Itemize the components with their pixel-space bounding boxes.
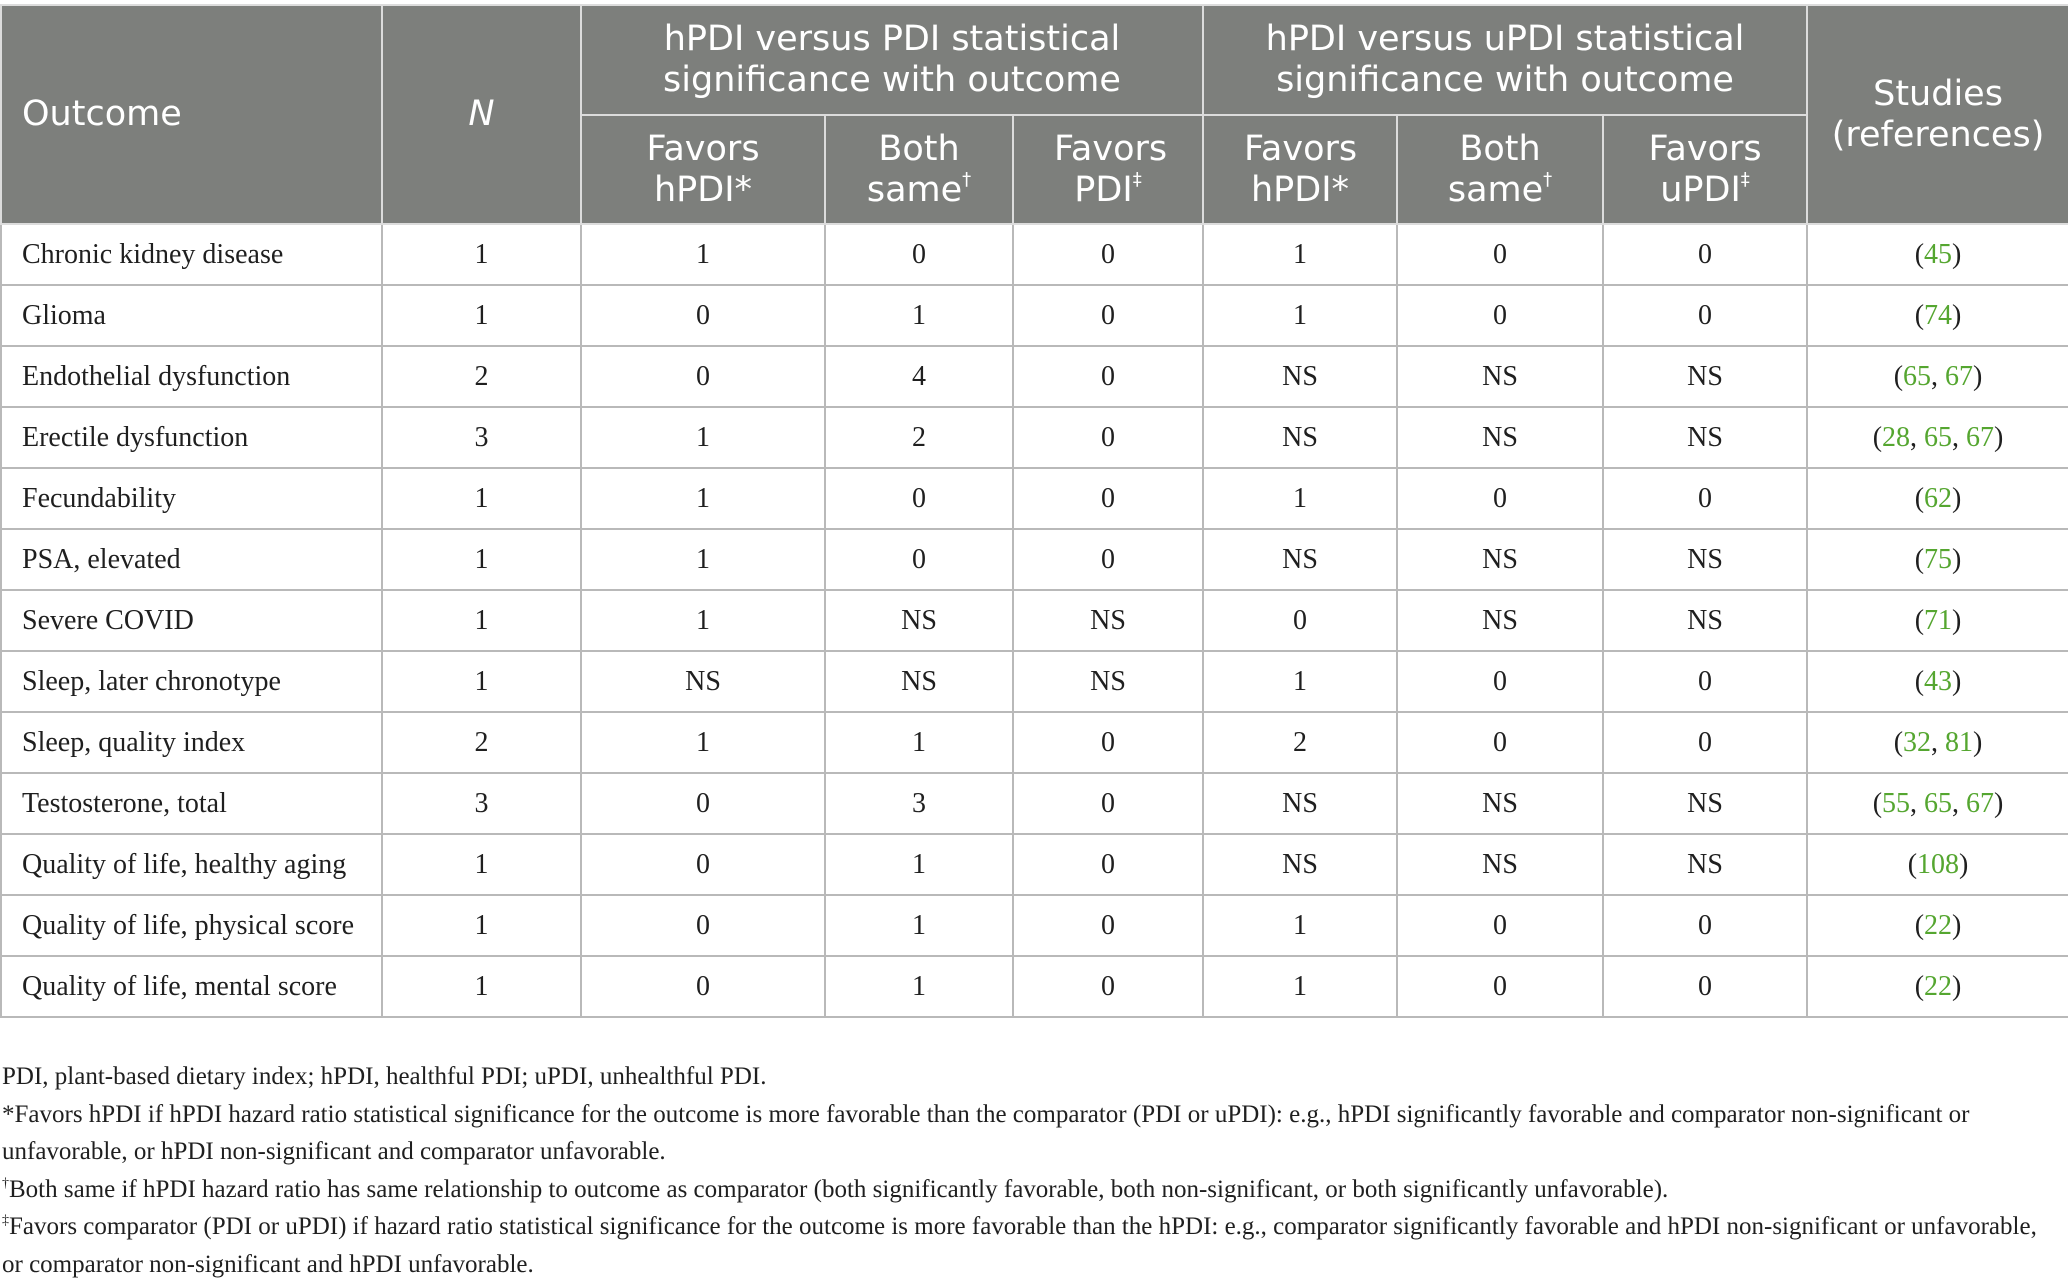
reference-link[interactable]: 28	[1882, 421, 1911, 453]
cell-pdi-favors-hpdi: 0	[581, 834, 825, 895]
cell-updi-favors-updi: NS	[1603, 529, 1807, 590]
cell-pdi-both-same: 1	[825, 834, 1013, 895]
cell-pdi-favors-pdi: 0	[1013, 224, 1203, 285]
cell-pdi-favors-pdi: 0	[1013, 773, 1203, 834]
cell-updi-both-same: 0	[1397, 712, 1603, 773]
reference-link[interactable]: 71	[1924, 604, 1953, 636]
reference-link[interactable]: 81	[1945, 726, 1974, 758]
cell-studies: (108)	[1807, 834, 2068, 895]
cell-pdi-favors-hpdi: 0	[581, 895, 825, 956]
cell-pdi-favors-pdi: 0	[1013, 529, 1203, 590]
cell-pdi-both-same: 3	[825, 773, 1013, 834]
reference-link[interactable]: 55	[1882, 787, 1911, 819]
cell-outcome: PSA, elevated	[1, 529, 382, 590]
footnote-dagger	[2, 1171, 2042, 1209]
cell-pdi-both-same: 0	[825, 224, 1013, 285]
cell-updi-favors-updi: 0	[1603, 956, 1807, 1017]
cell-studies: (28, 65, 67)	[1807, 407, 2068, 468]
table-row	[1, 651, 2068, 712]
cell-n: 1	[382, 468, 581, 529]
cell-pdi-both-same: 1	[825, 712, 1013, 773]
ddagger-mark: ‡	[2, 1213, 9, 1228]
cell-updi-favors-updi: 0	[1603, 712, 1807, 773]
reference-link[interactable]: 22	[1924, 909, 1953, 941]
cell-updi-favors-updi: 0	[1603, 895, 1807, 956]
reference-link[interactable]: 62	[1924, 482, 1953, 514]
cell-pdi-favors-hpdi: 0	[581, 346, 825, 407]
cell-outcome: Quality of life, healthy aging	[1, 834, 382, 895]
cell-pdi-favors-hpdi: NS	[581, 651, 825, 712]
cell-updi-favors-hpdi: 0	[1203, 590, 1397, 651]
cell-outcome: Quality of life, physical score	[1, 895, 382, 956]
table-row	[1, 590, 2068, 651]
header-studies: Studies (references)	[1807, 5, 2068, 224]
cell-pdi-favors-hpdi: 0	[581, 285, 825, 346]
header-group-updi: hPDI versus uPDI statistical significance with outcome	[1203, 5, 1807, 115]
cell-n: 1	[382, 590, 581, 651]
cell-pdi-favors-pdi: 0	[1013, 407, 1203, 468]
reference-link[interactable]: 67	[1966, 787, 1995, 819]
cell-updi-both-same: NS	[1397, 834, 1603, 895]
cell-n: 2	[382, 346, 581, 407]
cell-updi-favors-hpdi: 1	[1203, 285, 1397, 346]
cell-pdi-favors-pdi: 0	[1013, 895, 1203, 956]
header-favors-hpdi-pdi	[581, 115, 825, 224]
cell-updi-favors-hpdi: NS	[1203, 834, 1397, 895]
cell-outcome: Sleep, later chronotype	[1, 651, 382, 712]
table-row	[1, 346, 2068, 407]
cell-updi-favors-hpdi: NS	[1203, 773, 1397, 834]
cell-outcome: Testosterone, total	[1, 773, 382, 834]
dagger-mark: †	[1543, 168, 1553, 190]
cell-n: 3	[382, 407, 581, 468]
cell-updi-both-same: 0	[1397, 468, 1603, 529]
reference-link[interactable]: 65	[1924, 787, 1953, 819]
cell-updi-favors-updi: NS	[1603, 834, 1807, 895]
results-table	[0, 4, 2068, 1018]
cell-n: 1	[382, 529, 581, 590]
cell-pdi-favors-pdi: 0	[1013, 956, 1203, 1017]
cell-updi-favors-hpdi: NS	[1203, 529, 1397, 590]
ddagger-mark: ‡	[1740, 168, 1750, 190]
cell-updi-favors-updi: 0	[1603, 224, 1807, 285]
cell-updi-favors-hpdi: 1	[1203, 895, 1397, 956]
footnote-dagger-text: Both same if hPDI hazard ratio has same relationship to outcome as comparator (both significantly favorable, both non-significant, or both significantly unfavorable).	[9, 1175, 1669, 1203]
cell-studies: (22)	[1807, 895, 2068, 956]
table-row	[1, 468, 2068, 529]
header-favors-hpdi-label: Favors hPDI*	[1244, 128, 1358, 210]
cell-updi-favors-hpdi: NS	[1203, 407, 1397, 468]
cell-pdi-favors-hpdi: 0	[581, 956, 825, 1017]
footnote-star: *Favors hPDI if hPDI hazard ratio statistical significance for the outcome is more favorable than the comparator (PDI or uPDI): e.g., hPDI significantly favorable and comparator non-significant or unfavorable, or hPDI non-significant and comparator unfavorable.	[2, 1100, 1970, 1165]
cell-updi-favors-updi: 0	[1603, 285, 1807, 346]
cell-pdi-both-same: 2	[825, 407, 1013, 468]
table-row	[1, 407, 2068, 468]
cell-pdi-favors-pdi: 0	[1013, 285, 1203, 346]
cell-pdi-favors-hpdi: 1	[581, 407, 825, 468]
reference-link[interactable]: 75	[1924, 543, 1953, 575]
table-row	[1, 895, 2068, 956]
cell-pdi-both-same: NS	[825, 651, 1013, 712]
cell-updi-favors-hpdi: 1	[1203, 468, 1397, 529]
cell-updi-favors-hpdi: 1	[1203, 651, 1397, 712]
cell-pdi-favors-pdi: NS	[1013, 590, 1203, 651]
cell-pdi-favors-pdi: 0	[1013, 346, 1203, 407]
cell-outcome: Fecundability	[1, 468, 382, 529]
cell-pdi-both-same: 1	[825, 895, 1013, 956]
cell-pdi-favors-hpdi: 1	[581, 468, 825, 529]
cell-pdi-favors-hpdi: 1	[581, 224, 825, 285]
cell-studies: (62)	[1807, 468, 2068, 529]
footnotes	[2, 1058, 2042, 1283]
cell-updi-both-same: 0	[1397, 956, 1603, 1017]
cell-outcome: Erectile dysfunction	[1, 407, 382, 468]
table-row	[1, 285, 2068, 346]
header-outcome: Outcome	[1, 5, 382, 224]
header-favors-hpdi-label: Favors hPDI*	[646, 128, 760, 210]
cell-n: 1	[382, 895, 581, 956]
cell-updi-both-same: 0	[1397, 285, 1603, 346]
reference-link[interactable]: 65	[1903, 360, 1932, 392]
cell-updi-both-same: NS	[1397, 590, 1603, 651]
header-favors-pdi	[1013, 115, 1203, 224]
cell-studies: (71)	[1807, 590, 2068, 651]
cell-studies: (74)	[1807, 285, 2068, 346]
reference-link[interactable]: 45	[1924, 238, 1953, 270]
cell-outcome: Glioma	[1, 285, 382, 346]
cell-updi-both-same: 0	[1397, 651, 1603, 712]
cell-n: 1	[382, 956, 581, 1017]
cell-updi-favors-updi: NS	[1603, 346, 1807, 407]
cell-outcome: Severe COVID	[1, 590, 382, 651]
table-container	[0, 4, 2068, 1018]
cell-updi-both-same: NS	[1397, 346, 1603, 407]
cell-updi-both-same: NS	[1397, 773, 1603, 834]
cell-pdi-favors-pdi: 0	[1013, 712, 1203, 773]
cell-n: 1	[382, 834, 581, 895]
cell-studies: (65, 67)	[1807, 346, 2068, 407]
cell-updi-both-same: 0	[1397, 224, 1603, 285]
table-row	[1, 956, 2068, 1017]
cell-pdi-both-same: 1	[825, 956, 1013, 1017]
header-favors-updi-label: Favors uPDI	[1648, 128, 1762, 210]
cell-pdi-favors-hpdi: 1	[581, 529, 825, 590]
cell-outcome: Endothelial dysfunction	[1, 346, 382, 407]
cell-studies: (43)	[1807, 651, 2068, 712]
cell-updi-favors-hpdi: 1	[1203, 956, 1397, 1017]
dagger-mark: †	[2, 1175, 9, 1191]
cell-updi-favors-updi: NS	[1603, 407, 1807, 468]
cell-updi-both-same: NS	[1397, 529, 1603, 590]
table-row	[1, 529, 2068, 590]
cell-pdi-both-same: 1	[825, 285, 1013, 346]
cell-updi-favors-updi: 0	[1603, 468, 1807, 529]
footnote-ddagger-text: Favors comparator (PDI or uPDI) if hazard ratio statistical significance for the outcome is more favorable than the hPDI: e.g., comparator significantly favorable and hPDI non-significant or unfavorable, or comparator non-significant and hPDI unfavorable.	[2, 1213, 2037, 1278]
cell-n: 3	[382, 773, 581, 834]
cell-updi-favors-hpdi: 1	[1203, 224, 1397, 285]
cell-pdi-both-same: 0	[825, 529, 1013, 590]
reference-link[interactable]: 67	[1966, 421, 1995, 453]
table-row	[1, 224, 2068, 285]
cell-pdi-favors-hpdi: 1	[581, 712, 825, 773]
header-n: N	[382, 5, 581, 224]
cell-pdi-both-same: NS	[825, 590, 1013, 651]
reference-link[interactable]: 74	[1924, 299, 1953, 331]
cell-updi-both-same: 0	[1397, 895, 1603, 956]
ddagger-mark: ‡	[1132, 168, 1142, 190]
cell-studies: (45)	[1807, 224, 2068, 285]
cell-updi-favors-updi: 0	[1603, 651, 1807, 712]
reference-link[interactable]: 43	[1924, 665, 1953, 697]
header-favors-updi	[1603, 115, 1807, 224]
cell-outcome: Chronic kidney disease	[1, 224, 382, 285]
cell-outcome: Sleep, quality index	[1, 712, 382, 773]
header-both-same-updi	[1397, 115, 1603, 224]
cell-updi-favors-hpdi: NS	[1203, 346, 1397, 407]
table-row	[1, 834, 2068, 895]
cell-pdi-favors-pdi: NS	[1013, 651, 1203, 712]
footnote-abbreviations: PDI, plant-based dietary index; hPDI, healthful PDI; uPDI, unhealthful PDI.	[2, 1063, 767, 1090]
header-group-pdi: hPDI versus PDI statistical significance with outcome	[581, 5, 1203, 115]
header-both-same-pdi	[825, 115, 1013, 224]
cell-n: 1	[382, 224, 581, 285]
cell-updi-both-same: NS	[1397, 407, 1603, 468]
cell-studies: (55, 65, 67)	[1807, 773, 2068, 834]
cell-n: 1	[382, 651, 581, 712]
header-favors-hpdi-updi	[1203, 115, 1397, 224]
dagger-mark: †	[962, 168, 972, 190]
cell-updi-favors-updi: NS	[1603, 590, 1807, 651]
reference-link[interactable]: 65	[1924, 421, 1953, 453]
header-both-same-label: Both same	[866, 128, 963, 210]
cell-pdi-favors-pdi: 0	[1013, 468, 1203, 529]
cell-studies: (32, 81)	[1807, 712, 2068, 773]
cell-pdi-favors-pdi: 0	[1013, 834, 1203, 895]
table-row	[1, 712, 2068, 773]
cell-n: 2	[382, 712, 581, 773]
cell-outcome: Quality of life, mental score	[1, 956, 382, 1017]
cell-pdi-favors-hpdi: 0	[581, 773, 825, 834]
cell-n: 1	[382, 285, 581, 346]
header-favors-pdi-label: Favors PDI	[1054, 128, 1168, 210]
table-body	[1, 224, 2068, 1017]
header-both-same-label: Both same	[1447, 128, 1544, 210]
reference-link[interactable]: 108	[1917, 848, 1960, 880]
reference-link[interactable]: 22	[1924, 970, 1953, 1002]
reference-link[interactable]: 32	[1903, 726, 1932, 758]
cell-studies: (22)	[1807, 956, 2068, 1017]
cell-updi-favors-hpdi: 2	[1203, 712, 1397, 773]
cell-pdi-both-same: 4	[825, 346, 1013, 407]
footnote-ddagger	[2, 1208, 2042, 1283]
cell-updi-favors-updi: NS	[1603, 773, 1807, 834]
reference-link[interactable]: 67	[1945, 360, 1974, 392]
cell-pdi-favors-hpdi: 1	[581, 590, 825, 651]
cell-pdi-both-same: 0	[825, 468, 1013, 529]
cell-studies: (75)	[1807, 529, 2068, 590]
table-row	[1, 773, 2068, 834]
